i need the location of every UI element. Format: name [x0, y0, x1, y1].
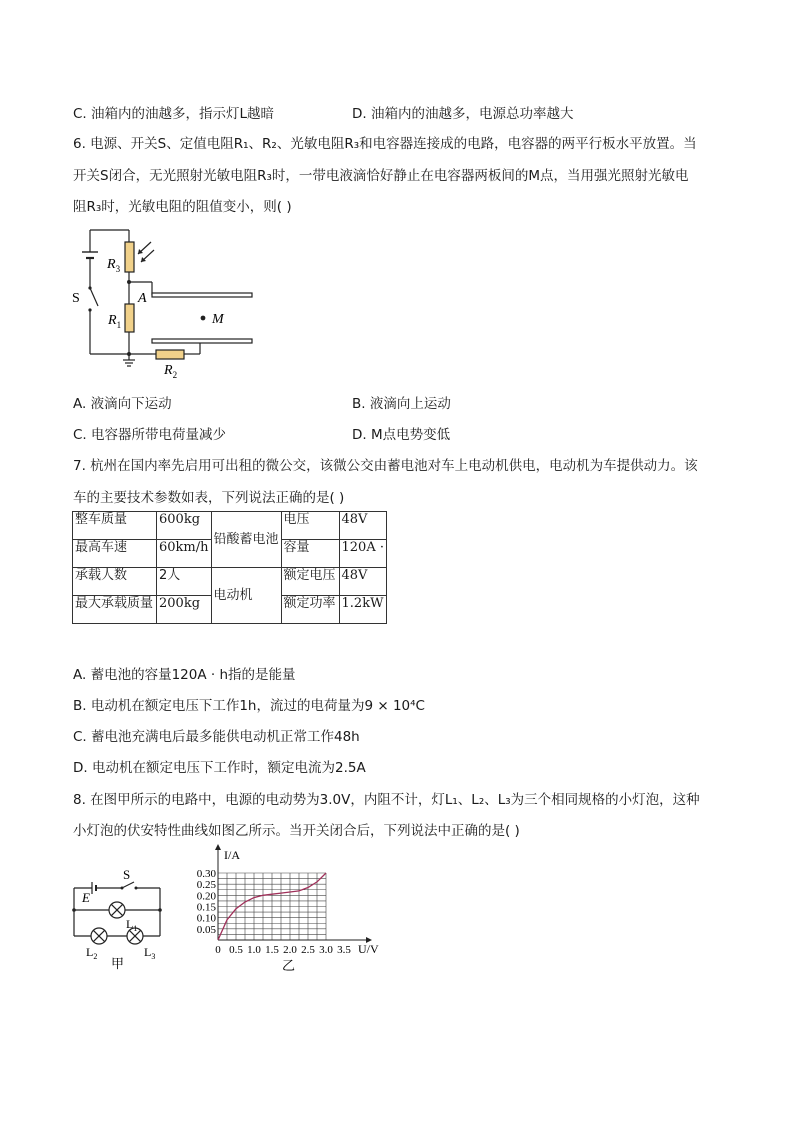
- label-l1: $L_1$: [126, 917, 138, 933]
- label-switch-s: S: [72, 291, 80, 306]
- table-row: [73, 568, 387, 596]
- y-tick-label: 0.15: [196, 901, 216, 914]
- y-tick-label: 0.05: [196, 923, 216, 936]
- q5-option-d: D. 油箱内的油越多，电源总功率越大: [352, 106, 574, 122]
- q7-option-d: D. 电动机在额定电压下工作时，额定电流为2.5A: [73, 760, 366, 776]
- label-r3: $R_3$: [107, 257, 121, 274]
- table-cell: 整车质量: [73, 512, 157, 540]
- label-switch-s: S: [123, 867, 131, 882]
- table-cell: 电压: [281, 512, 339, 540]
- label-l2: $L_2$: [86, 945, 98, 961]
- iv-characteristic-chart: [188, 842, 388, 974]
- label-emf-e: E: [82, 890, 90, 905]
- x-tick-label: 1.0: [247, 944, 261, 956]
- q7-stem-line2: 车的主要技术参数如表，下列说法正确的是( ): [73, 490, 345, 506]
- table-cell: 2人: [157, 568, 212, 596]
- table-cell: 最高车速: [73, 540, 157, 568]
- label-l3: $L_3$: [144, 945, 156, 961]
- table-cell: 600kg: [157, 512, 212, 540]
- x-tick-label: 0.5: [229, 944, 243, 956]
- x-axis-label: U/V: [358, 942, 379, 956]
- q6-option-b: B. 液滴向上运动: [352, 396, 451, 412]
- q7-option-b: B. 电动机在额定电压下工作1h，流过的电荷量为9 × 10⁴C: [73, 698, 425, 714]
- q6-stem-line3: 阻R₃时，光敏电阻的阻值变小，则( ): [73, 199, 292, 215]
- chart-grid: [218, 873, 326, 940]
- x-tick-label: 0: [215, 944, 221, 956]
- label-r1: $R_1$: [108, 313, 122, 330]
- x-tick-label: 3.5: [337, 944, 351, 956]
- q6-stem-line2: 开关S闭合，无光照射光敏电阻R₃时，一带电液滴恰好静止在电容器两板间的M点，当用强光照射光敏电: [73, 168, 689, 184]
- table-cell: 1.2kW: [339, 596, 386, 624]
- q5-option-c: C. 油箱内的油越多，指示灯L越暗: [73, 106, 275, 122]
- figure-caption-yi: 乙: [282, 958, 296, 973]
- q8-stem-line2: 小灯泡的伏安特性曲线如图乙所示。当开关闭合后，下列说法中正确的是( ): [73, 823, 520, 839]
- q7-option-c: C. 蓄电池充满电后最多能供电动机正常工作48h: [73, 729, 360, 745]
- table-cell: 120A ·: [339, 540, 386, 568]
- table-cell: 额定电压: [281, 568, 339, 596]
- q6-circuit-figure: [66, 222, 266, 384]
- q7-stem-line1: 7. 杭州在国内率先启用可出租的微公交，该微公交由蓄电池对车上电动机供电，电动机为车提供动力。该: [73, 458, 698, 474]
- y-tick-label: 0.25: [196, 879, 216, 892]
- q7-option-a: A. 蓄电池的容量120A · h指的是能量: [73, 667, 296, 683]
- x-tick-label: 2.5: [301, 944, 315, 956]
- table-cell: 铅酸蓄电池: [211, 512, 281, 568]
- x-tick-label: 3.0: [319, 944, 333, 956]
- q8-stem-line1: 8. 在图甲所示的电路中，电源的电动势为3.0V，内阻不计，灯L₁、L₂、L₃为三个相同规格的小灯泡，这种: [73, 792, 700, 808]
- table-cell: 48V: [339, 512, 386, 540]
- table-row: [73, 512, 387, 540]
- droplet-point-m: [201, 316, 206, 321]
- table-cell: 容量: [281, 540, 339, 568]
- table-cell: 60km/h: [157, 540, 212, 568]
- y-tick-label: 0.10: [196, 912, 216, 925]
- y-axis-label: I/A: [224, 848, 240, 862]
- vehicle-spec-table: [72, 511, 387, 624]
- q6-option-a: A. 液滴向下运动: [73, 396, 172, 412]
- x-tick-label: 2.0: [283, 944, 297, 956]
- figure-caption-jia: 甲: [111, 956, 125, 970]
- table-cell: 200kg: [157, 596, 212, 624]
- table-cell: 最大承载质量: [73, 596, 157, 624]
- q8-circuit-figure-jia: [68, 866, 168, 970]
- table-cell: 额定功率: [281, 596, 339, 624]
- table-cell: 电动机: [211, 568, 281, 624]
- table-cell: 承载人数: [73, 568, 157, 596]
- q6-option-d: D. M点电势变低: [352, 427, 451, 443]
- x-tick-label: 1.5: [265, 944, 279, 956]
- q6-option-c: C. 电容器所带电荷量减少: [73, 427, 227, 443]
- y-axis-arrow: [215, 844, 221, 850]
- label-m: M: [212, 312, 224, 327]
- q6-stem-line1: 6. 电源、开关S、定值电阻R₁、R₂、光敏电阻R₃和电容器连接成的电路，电容器的两平行板水平放置。当: [73, 136, 697, 152]
- label-a: A: [138, 291, 147, 306]
- label-r2: $R_2$: [164, 363, 178, 380]
- y-tick-label: 0.30: [196, 868, 216, 880]
- y-tick-label: 0.20: [196, 890, 216, 903]
- table-cell: 48V: [339, 568, 386, 596]
